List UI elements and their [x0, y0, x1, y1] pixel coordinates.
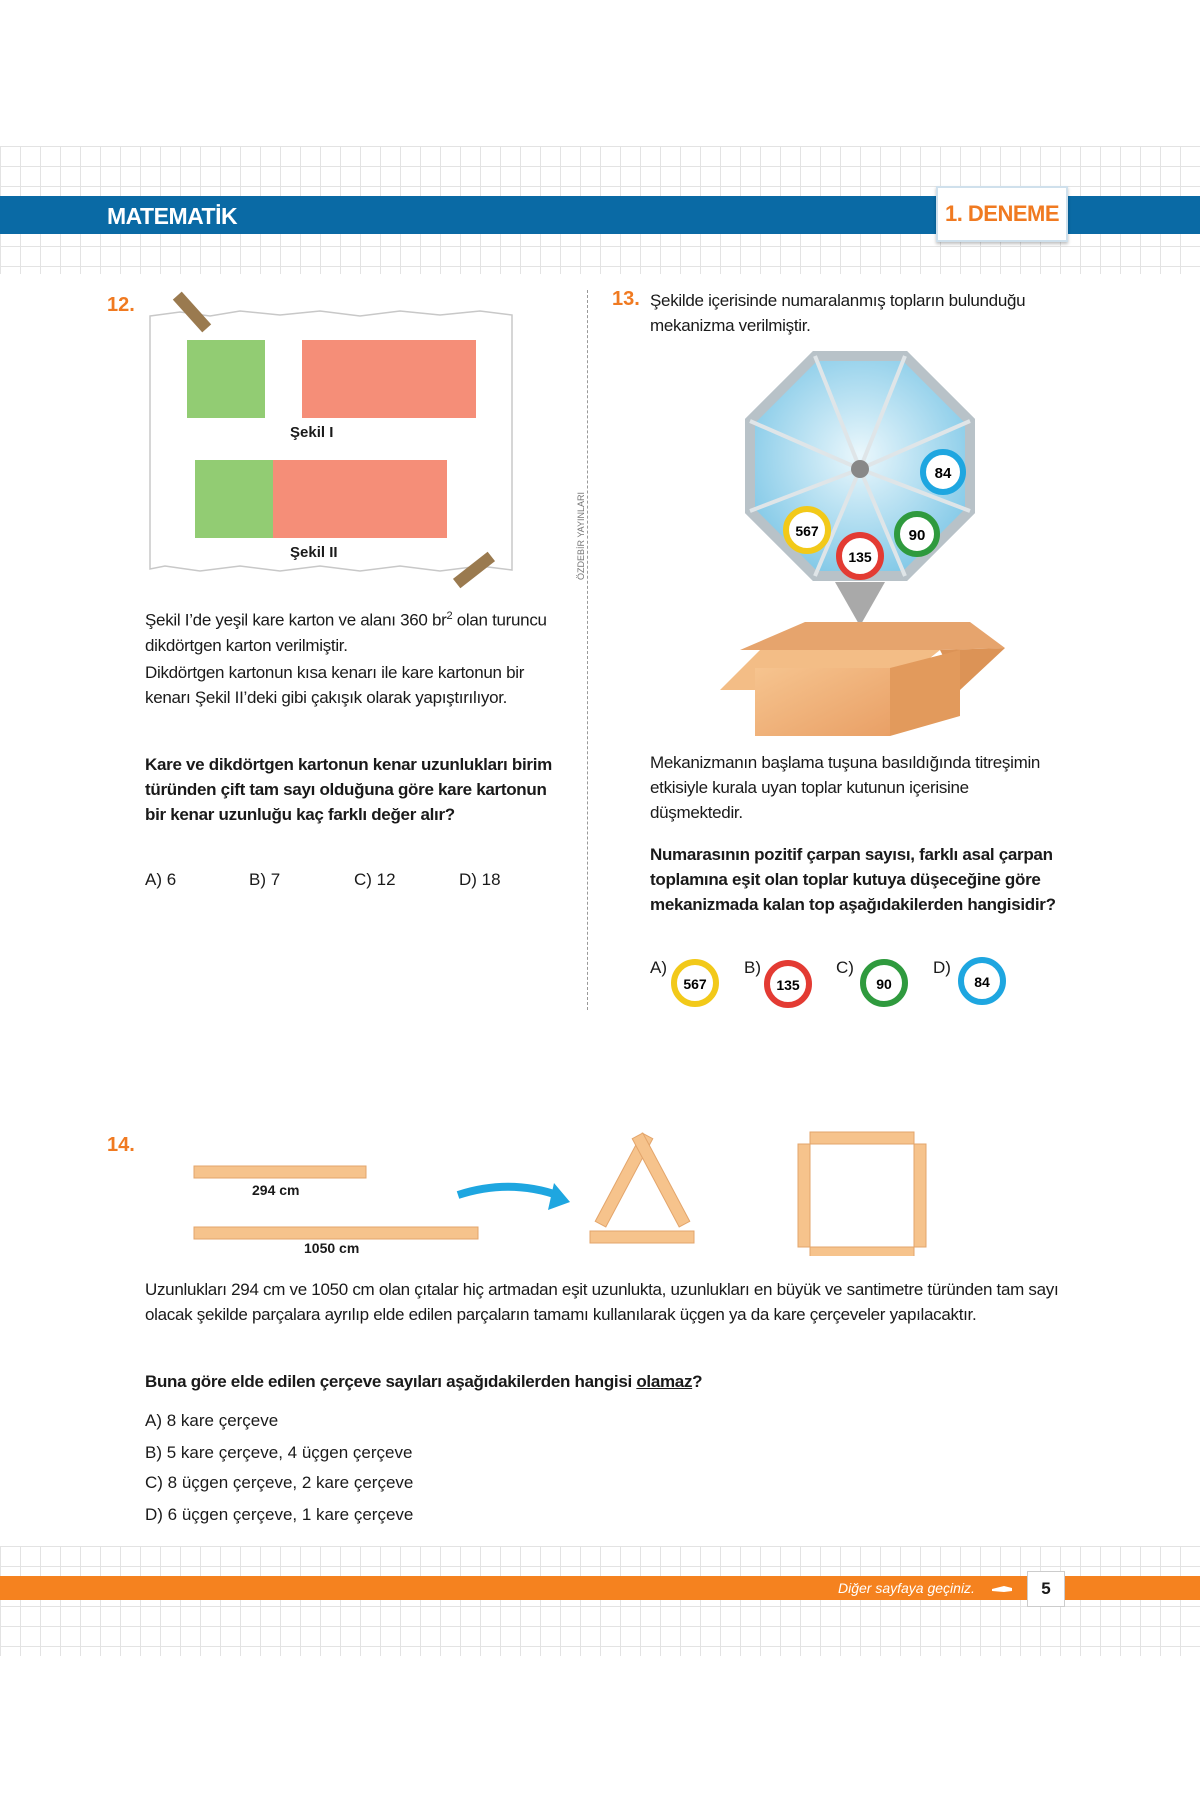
q13-option-a-letter[interactable]: A) [650, 958, 667, 977]
fig2-label: Şekil II [290, 544, 338, 561]
q12-option-b[interactable]: B) 7 [249, 870, 281, 889]
q14-text: Uzunlukları 294 cm ve 1050 cm olan çıtalar hiç artmadan eşit uzunlukta, uzunlukları en büyük ve santimetre türünden tam sayı olacak şekilde parçalara ayrılıp elde edilen parçaların tamamı kullanılarak üçgen ya da kare çerçeveler yapılacaktır. [145, 1280, 1059, 1324]
option-ball-90-label: 90 [876, 976, 892, 992]
q14-question-a: Buna göre elde edilen çerçeve sayıları aşağıdakilerden hangisi [145, 1372, 637, 1391]
option-ball-84-label: 84 [974, 974, 990, 990]
option-ball-567[interactable] [674, 962, 716, 1004]
stick-294-label: 294 cm [252, 1182, 300, 1198]
q13-option-b-letter[interactable]: B) [744, 958, 761, 977]
arrow-shaft [458, 1187, 560, 1196]
subject-title: MATEMATİK [107, 203, 238, 229]
page-number: 5 [1027, 1571, 1065, 1607]
q13-question: Numarasının pozitif çarpan sayısı, farklı asal çarpan toplamına eşit olan toplar kutuya düşeceğine göre mekanizmada kalan top aşağıdakilerden hangisidir? [650, 845, 1056, 914]
ball-90 [897, 514, 937, 554]
column-divider [587, 290, 588, 1010]
arrow-head [548, 1183, 570, 1210]
q13-option-d-letter[interactable]: D) [933, 958, 951, 977]
green-square-joined [195, 460, 273, 538]
triangle-frame [590, 1133, 694, 1243]
ball-84 [923, 452, 963, 492]
q13-option-c-letter[interactable]: C) [836, 958, 854, 977]
ball-90-label: 90 [908, 527, 926, 544]
q12-option-a[interactable]: A) 6 [145, 870, 177, 889]
orange-rectangle-joined [273, 460, 447, 538]
q14-option-c[interactable]: C) 8 üçgen çerçeve, 2 kare çerçeve [145, 1473, 414, 1492]
q12-text2: Dikdörtgen kartonun kısa kenarı ile kare kartonun bir kenarı Şekil II’deki gibi çakışık olarak yapıştırılıyor. [145, 663, 525, 707]
footer-bar [0, 1576, 1200, 1600]
q13-number: 13. [612, 288, 640, 310]
funnel [835, 582, 885, 626]
footer-grid-band [0, 1546, 1200, 1656]
green-square [187, 340, 265, 418]
drum-hub [851, 460, 869, 478]
ball-135 [839, 535, 881, 577]
q14-option-d[interactable]: D) 6 üçgen çerçeve, 1 kare çerçeve [145, 1505, 414, 1524]
option-ball-84[interactable] [961, 960, 1003, 1002]
option-ball-567-label: 567 [683, 976, 707, 992]
q12-text1-sup: 2 [446, 610, 453, 622]
stick-1050 [194, 1227, 478, 1239]
fig1-label: Şekil I [290, 424, 334, 441]
q13-option-balls[interactable] [660, 950, 1020, 1010]
ball-84-label: 84 [934, 465, 952, 482]
q12-option-c[interactable]: C) 12 [354, 870, 396, 889]
q13-intro: Şekilde içerisinde numaralanmış topların bulunduğu mekanizma verilmiştir. [650, 291, 1026, 335]
footer-note: Diğer sayfaya geçiniz. [838, 1580, 975, 1596]
publisher-brand: ÖZDEBİR YAYINLARI [576, 491, 586, 580]
q12-text1-b: olan turuncu dikdörtgen karton verilmiştir. [145, 610, 547, 655]
q14-option-b[interactable]: B) 5 kare çerçeve, 4 üçgen çerçeve [145, 1443, 413, 1462]
stick-294 [194, 1166, 366, 1178]
ball-567-label: 567 [795, 523, 819, 539]
ball-567 [786, 509, 828, 551]
q12-option-d[interactable]: D) 18 [459, 870, 501, 889]
q12-number: 12. [107, 294, 135, 316]
box-flap-back [740, 622, 1005, 650]
q14-option-a[interactable]: A) 8 kare çerçeve [145, 1411, 279, 1430]
box-front [755, 668, 890, 736]
ball-135-label: 135 [848, 549, 872, 565]
exam-tag: 1. DENEME [936, 186, 1068, 242]
q13-text: Mekanizmanın başlama tuşuna basıldığında titreşimin etkisiyle kurala uyan toplar kutunun içerisine düşmektedir. [650, 753, 1041, 822]
q12-text1 [145, 604, 565, 658]
q14-question-b: ? [692, 1372, 703, 1391]
ball-machine [700, 350, 1030, 740]
q14-number: 14. [107, 1134, 135, 1156]
option-ball-135-label: 135 [776, 977, 800, 993]
option-ball-135[interactable] [767, 963, 809, 1005]
stick-1050-label: 1050 cm [304, 1240, 360, 1256]
orange-rectangle [302, 340, 476, 418]
pointing-hand-icon [990, 1583, 1014, 1595]
q14-figure [190, 1126, 940, 1256]
option-ball-90[interactable] [863, 962, 905, 1004]
q14-question-underline: olamaz [636, 1372, 693, 1391]
q12-question: Kare ve dikdörtgen kartonun kenar uzunlukları birim türünden çift tam sayı olduğuna göre kare kartonun bir kenar uzunluğu kaç farklı değer alır? [145, 755, 552, 824]
q12-text1-a: Şekil I’de yeşil kare karton ve alanı 360 br [145, 610, 447, 630]
q14-question [145, 1369, 1065, 1394]
square-frame [798, 1132, 926, 1256]
